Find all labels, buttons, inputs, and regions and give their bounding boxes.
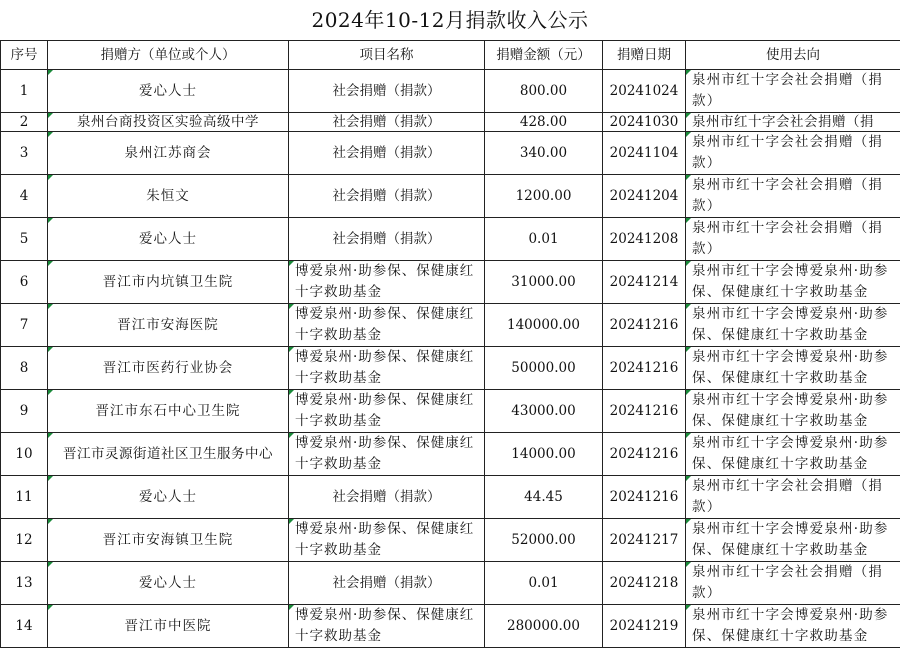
table-row <box>1 70 900 113</box>
table-row <box>1 132 900 175</box>
table-row <box>1 113 900 132</box>
cell-no: 14 <box>1 605 48 648</box>
cell-use: 泉州市红十字会博爱泉州·助参保、保健康红十字救助基金 <box>686 390 900 433</box>
cell-no: 6 <box>1 261 48 304</box>
cell-project: 社会捐赠（捐款） <box>289 218 485 261</box>
cell-date: 20241216 <box>603 390 686 433</box>
cell-amount: 0.01 <box>485 562 603 605</box>
cell-project: 博爱泉州·助参保、保健康红十字救助基金 <box>289 519 485 562</box>
cell-use: 泉州市红十字会博爱泉州·助参保、保健康红十字救助基金 <box>686 347 900 390</box>
cell-project: 博爱泉州·助参保、保健康红十字救助基金 <box>289 605 485 648</box>
table-row <box>1 175 900 218</box>
cell-amount: 50000.00 <box>485 347 603 390</box>
cell-date: 20241219 <box>603 605 686 648</box>
table-row <box>1 476 900 519</box>
cell-no: 8 <box>1 347 48 390</box>
donation-table <box>0 40 900 648</box>
header-amount: 捐赠金额（元） <box>485 41 603 70</box>
cell-donor: 晋江市中医院 <box>48 605 289 648</box>
cell-date: 20241217 <box>603 519 686 562</box>
table-row <box>1 519 900 562</box>
cell-date: 20241030 <box>603 113 686 132</box>
cell-project: 社会捐赠（捐款） <box>289 175 485 218</box>
cell-no: 7 <box>1 304 48 347</box>
cell-amount: 280000.00 <box>485 605 603 648</box>
header-no: 序号 <box>1 41 48 70</box>
table-row <box>1 562 900 605</box>
cell-amount: 0.01 <box>485 218 603 261</box>
cell-amount: 14000.00 <box>485 433 603 476</box>
header-date: 捐赠日期 <box>603 41 686 70</box>
cell-use: 泉州市红十字会社会捐赠（捐款） <box>686 70 900 113</box>
header-use: 使用去向 <box>686 41 900 70</box>
cell-use: 泉州市红十字会博爱泉州·助参保、保健康红十字救助基金 <box>686 433 900 476</box>
cell-date: 20241218 <box>603 562 686 605</box>
cell-use: 泉州市红十字会博爱泉州·助参保、保健康红十字救助基金 <box>686 261 900 304</box>
cell-donor: 爱心人士 <box>48 70 289 113</box>
cell-project: 博爱泉州·助参保、保健康红十字救助基金 <box>289 433 485 476</box>
cell-amount: 140000.00 <box>485 304 603 347</box>
cell-amount: 52000.00 <box>485 519 603 562</box>
cell-use: 泉州市红十字会博爱泉州·助参保、保健康红十字救助基金 <box>686 304 900 347</box>
cell-project: 社会捐赠（捐款） <box>289 132 485 175</box>
table-row <box>1 347 900 390</box>
cell-no: 2 <box>1 113 48 132</box>
cell-donor: 晋江市医药行业协会 <box>48 347 289 390</box>
cell-no: 11 <box>1 476 48 519</box>
cell-donor: 泉州江苏商会 <box>48 132 289 175</box>
cell-no: 12 <box>1 519 48 562</box>
table-row <box>1 218 900 261</box>
cell-use: 泉州市红十字会社会捐赠（捐款） <box>686 132 900 175</box>
table-row <box>1 390 900 433</box>
cell-project: 社会捐赠（捐款） <box>289 113 485 132</box>
cell-donor: 爱心人士 <box>48 476 289 519</box>
cell-no: 3 <box>1 132 48 175</box>
cell-donor: 晋江市东石中心卫生院 <box>48 390 289 433</box>
header-project: 项目名称 <box>289 41 485 70</box>
cell-donor: 泉州台商投资区实验高级中学 <box>48 113 289 132</box>
cell-amount: 31000.00 <box>485 261 603 304</box>
cell-date: 20241216 <box>603 304 686 347</box>
cell-date: 20241024 <box>603 70 686 113</box>
cell-amount: 800.00 <box>485 70 603 113</box>
cell-use: 泉州市红十字会社会捐赠（捐款） <box>686 562 900 605</box>
cell-project: 社会捐赠（捐款） <box>289 476 485 519</box>
cell-project: 博爱泉州·助参保、保健康红十字救助基金 <box>289 261 485 304</box>
header-donor: 捐赠方（单位或个人） <box>48 41 289 70</box>
cell-no: 10 <box>1 433 48 476</box>
cell-date: 20241204 <box>603 175 686 218</box>
cell-date: 20241208 <box>603 218 686 261</box>
cell-donor: 爱心人士 <box>48 218 289 261</box>
cell-no: 9 <box>1 390 48 433</box>
cell-project: 博爱泉州·助参保、保健康红十字救助基金 <box>289 390 485 433</box>
cell-date: 20241216 <box>603 433 686 476</box>
cell-project: 社会捐赠（捐款） <box>289 70 485 113</box>
cell-project: 博爱泉州·助参保、保健康红十字救助基金 <box>289 304 485 347</box>
cell-donor: 晋江市安海镇卫生院 <box>48 519 289 562</box>
cell-project: 社会捐赠（捐款） <box>289 562 485 605</box>
cell-no: 1 <box>1 70 48 113</box>
cell-donor: 晋江市内坑镇卫生院 <box>48 261 289 304</box>
cell-date: 20241214 <box>603 261 686 304</box>
cell-project: 博爱泉州·助参保、保健康红十字救助基金 <box>289 347 485 390</box>
cell-amount: 428.00 <box>485 113 603 132</box>
table-row <box>1 261 900 304</box>
header-row <box>1 41 900 70</box>
cell-donor: 爱心人士 <box>48 562 289 605</box>
cell-date: 20241104 <box>603 132 686 175</box>
cell-use: 泉州市红十字会社会捐赠（捐款） <box>686 175 900 218</box>
table-row <box>1 605 900 648</box>
cell-donor: 晋江市灵源街道社区卫生服务中心 <box>48 433 289 476</box>
cell-amount: 1200.00 <box>485 175 603 218</box>
cell-date: 20241216 <box>603 347 686 390</box>
cell-use: 泉州市红十字会博爱泉州·助参保、保健康红十字救助基金 <box>686 519 900 562</box>
cell-use: 泉州市红十字会博爱泉州·助参保、保健康红十字救助基金 <box>686 605 900 648</box>
cell-amount: 340.00 <box>485 132 603 175</box>
cell-donor: 晋江市安海医院 <box>48 304 289 347</box>
cell-no: 4 <box>1 175 48 218</box>
cell-amount: 43000.00 <box>485 390 603 433</box>
cell-no: 5 <box>1 218 48 261</box>
cell-no: 13 <box>1 562 48 605</box>
table-row <box>1 433 900 476</box>
cell-amount: 44.45 <box>485 476 603 519</box>
cell-donor: 朱恒文 <box>48 175 289 218</box>
cell-use: 泉州市红十字会社会捐赠（捐款） <box>686 476 900 519</box>
cell-date: 20241216 <box>603 476 686 519</box>
table-row <box>1 304 900 347</box>
cell-use: 泉州市红十字会社会捐赠（捐 <box>686 113 900 132</box>
page-title: 2024年10-12月捐款收入公示 <box>311 8 589 32</box>
cell-use: 泉州市红十字会社会捐赠（捐款） <box>686 218 900 261</box>
